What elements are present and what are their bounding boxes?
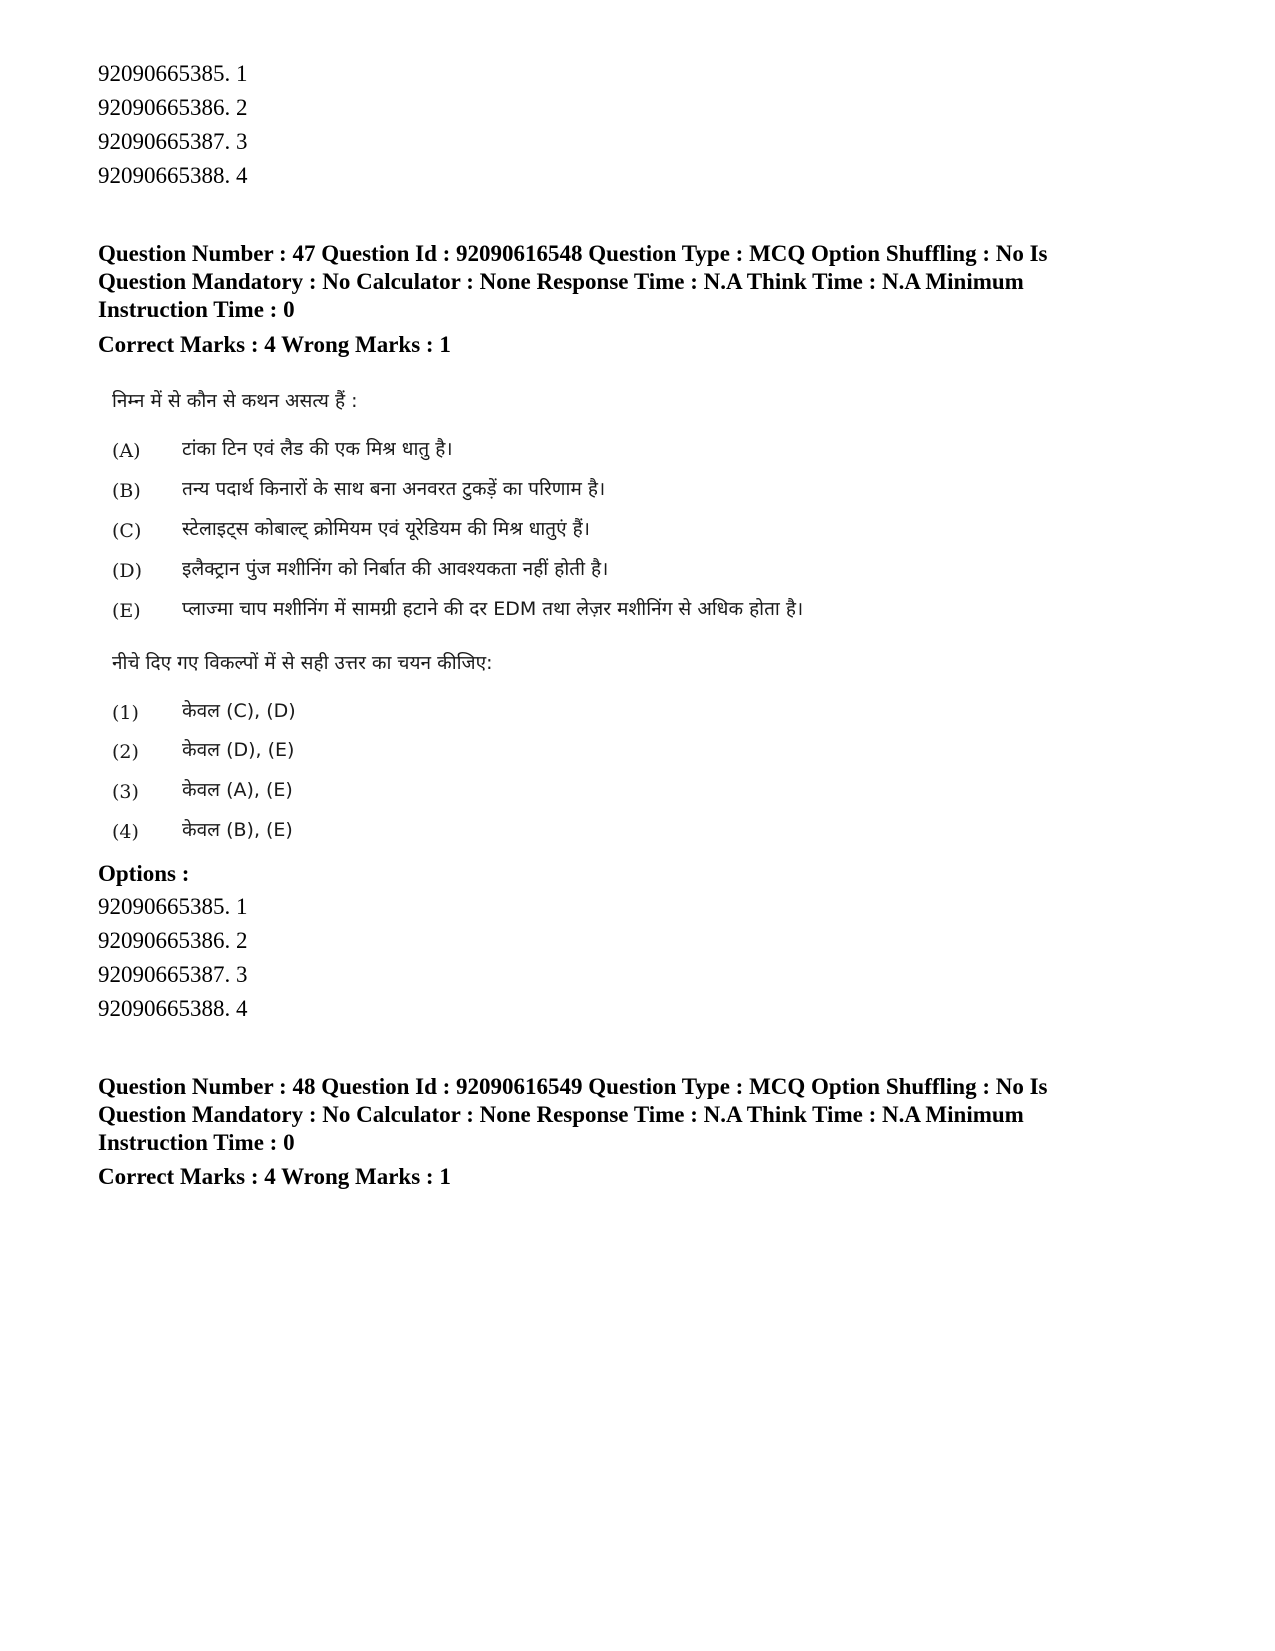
prev-option-4: 92090665388. 4 [98, 163, 248, 188]
q47-question-block [100, 378, 920, 848]
q47-statement-label-a: (A) [112, 440, 141, 462]
q47-choice-4: केवल (B), (E) [182, 819, 293, 841]
q47-statement-b: तन्य पदार्थ किनारों के साथ बना अनवरत टुकड़ें का परिणाम है। [182, 478, 606, 500]
q47-statement-e: प्लाज्मा चाप मशीनिंग में सामग्री हटाने की दर EDM तथा लेज़र मशीनिंग से अधिक होता है। [182, 598, 804, 620]
q47-prompt: निम्न में से कौन से कथन असत्य हैं : [112, 390, 358, 412]
prev-option-3: 92090665387. 3 [98, 129, 248, 154]
q48-header-line1: Question Number : 48 Question Id : 92090616549 Question Type : MCQ Option Shuffling : No Is [98, 1074, 1048, 1099]
q47-option-1: 92090665385. 1 [98, 894, 248, 919]
q48-header-line3: Instruction Time : 0 [98, 1130, 295, 1155]
q47-choice-label-3: (3) [112, 781, 139, 803]
q47-marks: Correct Marks : 4 Wrong Marks : 1 [98, 332, 451, 357]
prev-option-1: 92090665385. 1 [98, 61, 248, 86]
q47-choice-2: केवल (D), (E) [182, 739, 295, 761]
prev-option-2: 92090665386. 2 [98, 95, 248, 120]
q47-options-heading: Options : [98, 861, 190, 886]
q47-statement-c: स्टेलाइट्स कोबाल्ट् क्रोमियम एवं यूरेडियम की मिश्र धातुएं हैं। [182, 518, 590, 540]
q48-marks: Correct Marks : 4 Wrong Marks : 1 [98, 1164, 451, 1189]
q47-option-4: 92090665388. 4 [98, 996, 248, 1021]
q47-header-line2: Question Mandatory : No Calculator : None Response Time : N.A Think Time : N.A Minimum [98, 269, 1024, 294]
q47-instruction: नीचे दिए गए विकल्पों में से सही उत्तर का चयन कीजिए: [112, 652, 493, 674]
q47-statement-label-d: (D) [112, 560, 143, 582]
q47-choice-1: केवल (C), (D) [182, 700, 296, 722]
q47-header-line3: Instruction Time : 0 [98, 297, 295, 322]
q47-option-2: 92090665386. 2 [98, 928, 248, 953]
q47-choice-label-2: (2) [112, 741, 139, 763]
q47-header-line1: Question Number : 47 Question Id : 92090616548 Question Type : MCQ Option Shuffling : No Is [98, 241, 1048, 266]
q47-choice-label-1: (1) [112, 702, 139, 724]
q47-statement-label-c: (C) [112, 520, 142, 542]
q47-option-3: 92090665387. 3 [98, 962, 248, 987]
q47-statement-d: इलैक्ट्रान पुंज मशीनिंग को निर्बात की आवश्यकता नहीं होती है। [182, 558, 609, 580]
q47-choice-3: केवल (A), (E) [182, 779, 293, 801]
q47-statement-label-e: (E) [112, 600, 141, 622]
q48-header-line2: Question Mandatory : No Calculator : None Response Time : N.A Think Time : N.A Minimum [98, 1102, 1024, 1127]
q47-choice-label-4: (4) [112, 821, 139, 843]
q47-statement-label-b: (B) [112, 480, 141, 502]
q47-statement-a: टांका टिन एवं लैड की एक मिश्र धातु है। [182, 438, 453, 460]
